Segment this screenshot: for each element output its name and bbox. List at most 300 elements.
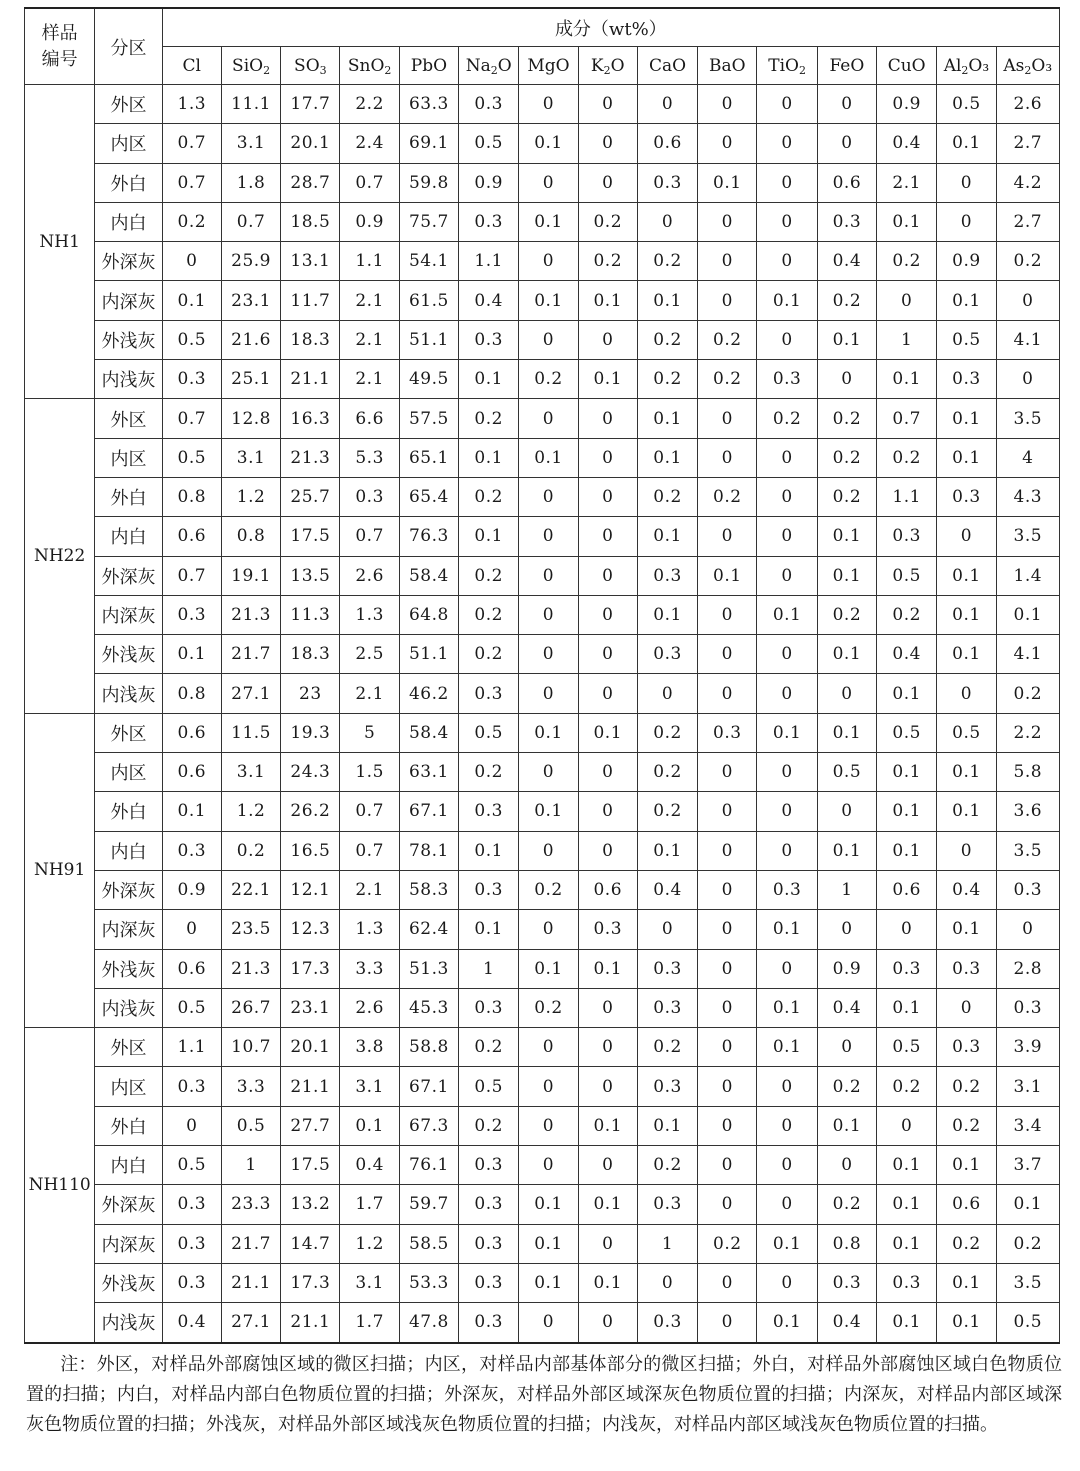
value-cell: 0 <box>698 1028 757 1067</box>
header-composition <box>162 8 1059 47</box>
value-cell: 0.1 <box>519 949 578 988</box>
value-cell: 0.3 <box>637 1185 697 1224</box>
value-cell: 0 <box>757 1185 817 1224</box>
value-cell: 0 <box>519 399 578 438</box>
value-cell: 0.1 <box>578 713 637 752</box>
zone-cell: 外白 <box>95 792 162 831</box>
value-cell: 0.5 <box>877 556 937 595</box>
component-base: K <box>590 55 604 76</box>
value-cell: 0 <box>698 1146 757 1185</box>
value-cell: 0.4 <box>817 242 876 281</box>
value-cell: 23.1 <box>281 988 340 1027</box>
value-cell: 0 <box>757 242 817 281</box>
value-cell: 0.3 <box>637 163 697 202</box>
value-cell: 1 <box>637 1224 697 1263</box>
value-cell: 0 <box>519 320 578 359</box>
value-cell: 0.4 <box>637 870 697 909</box>
value-cell: 0.1 <box>937 556 996 595</box>
value-cell: 0.2 <box>877 1067 937 1106</box>
note-text: 注：外区，对样品外部腐蚀区域的微区扫描；内区，对样品内部基体部分的微区扫描；外白，对样品外部腐蚀区域白色物质位置的扫描；内白，对样品内部白色物质位置的扫描；外深灰，对样品外部区域深灰色物质位置的扫描；内深灰，对样品内部区域深灰色物质位置的扫描；外浅灰，对样品外部区域浅灰色物质位置的扫描；内浅灰，对样品内部区域浅灰色物质位置的扫描。 <box>26 1354 1062 1435</box>
value-cell: 63.1 <box>399 753 458 792</box>
zone-cell: 内浅灰 <box>95 988 162 1027</box>
value-cell: 0.2 <box>519 870 578 909</box>
value-cell: 10.7 <box>221 1028 280 1067</box>
value-cell: 51.3 <box>399 949 458 988</box>
value-cell: 0.6 <box>937 1185 996 1224</box>
header-composition-label: 成分（wt%） <box>554 18 667 40</box>
value-cell: 0.3 <box>877 949 937 988</box>
value-cell: 0.1 <box>937 1303 996 1343</box>
value-cell: 0 <box>757 635 817 674</box>
value-cell: 0.1 <box>817 635 876 674</box>
value-cell: 0.2 <box>937 1067 996 1106</box>
table-row <box>25 242 1060 281</box>
value-cell: 0 <box>578 635 637 674</box>
value-cell: 0.3 <box>162 831 221 870</box>
value-cell: 63.3 <box>399 85 458 124</box>
value-cell: 1.4 <box>996 556 1059 595</box>
value-cell: 46.2 <box>399 674 458 713</box>
value-cell: 16.5 <box>281 831 340 870</box>
value-cell: 1 <box>817 870 876 909</box>
value-cell: 0.2 <box>578 202 637 241</box>
value-cell: 0.1 <box>162 635 221 674</box>
value-cell: 64.8 <box>399 595 458 634</box>
value-cell: 1.3 <box>162 85 221 124</box>
table-body <box>25 85 1060 1343</box>
value-cell: 3.4 <box>996 1106 1059 1145</box>
value-cell: 21.3 <box>221 595 280 634</box>
value-cell: 1 <box>221 1146 280 1185</box>
value-cell: 23.3 <box>221 1185 280 1224</box>
value-cell: 0.4 <box>817 1303 876 1343</box>
value-cell: 25.7 <box>281 477 340 516</box>
value-cell: 0 <box>637 674 697 713</box>
component-header <box>578 47 637 85</box>
value-cell: 1.3 <box>340 595 399 634</box>
value-cell: 0 <box>757 517 817 556</box>
component-header <box>996 47 1059 85</box>
value-cell: 69.1 <box>399 124 458 163</box>
value-cell: 0.2 <box>637 753 697 792</box>
value-cell: 0 <box>578 85 637 124</box>
value-cell: 0 <box>698 202 757 241</box>
value-cell: 26.2 <box>281 792 340 831</box>
value-cell: 0.1 <box>757 713 817 752</box>
value-cell: 0.3 <box>162 360 221 399</box>
value-cell: 78.1 <box>399 831 458 870</box>
value-cell: 0.3 <box>937 477 996 516</box>
value-cell: 0.5 <box>937 85 996 124</box>
value-cell: 2.8 <box>996 949 1059 988</box>
value-cell: 0 <box>162 242 221 281</box>
table-row <box>25 438 1060 477</box>
table-row <box>25 85 1060 124</box>
value-cell: 0.4 <box>877 635 937 674</box>
value-cell: 0.4 <box>877 124 937 163</box>
component-tail: O₃ <box>968 55 990 76</box>
zone-cell: 内区 <box>95 438 162 477</box>
value-cell: 19.3 <box>281 713 340 752</box>
value-cell: 0.2 <box>817 595 876 634</box>
table-row <box>25 988 1060 1027</box>
zone-cell: 内区 <box>95 124 162 163</box>
value-cell: 59.8 <box>399 163 458 202</box>
table-row <box>25 1303 1060 1343</box>
value-cell: 0.4 <box>162 1303 221 1343</box>
zone-cell: 内浅灰 <box>95 360 162 399</box>
value-cell: 0 <box>996 360 1059 399</box>
value-cell: 0 <box>578 674 637 713</box>
value-cell: 0.3 <box>459 1224 519 1263</box>
value-cell: 0 <box>519 242 578 281</box>
value-cell: 1.2 <box>221 477 280 516</box>
value-cell: 21.1 <box>281 1067 340 1106</box>
value-cell: 0.1 <box>519 792 578 831</box>
value-cell: 0.6 <box>817 163 876 202</box>
value-cell: 4.3 <box>996 477 1059 516</box>
value-cell: 0.6 <box>578 870 637 909</box>
value-cell: 0 <box>698 1185 757 1224</box>
value-cell: 0 <box>637 1263 697 1302</box>
value-cell: 0 <box>757 320 817 359</box>
value-cell: 0 <box>578 477 637 516</box>
component-subscript: 2 <box>1024 63 1032 77</box>
component-tail: O₃ <box>1031 55 1053 76</box>
value-cell: 0.5 <box>162 438 221 477</box>
value-cell: 0.2 <box>221 831 280 870</box>
value-cell: 0 <box>519 910 578 949</box>
component-base: BaO <box>709 55 746 76</box>
value-cell: 0.3 <box>459 1263 519 1302</box>
component-header <box>637 47 697 85</box>
header-zone <box>95 8 162 85</box>
value-cell: 0 <box>698 831 757 870</box>
value-cell: 0.7 <box>340 792 399 831</box>
value-cell: 62.4 <box>399 910 458 949</box>
value-cell: 0.3 <box>459 1303 519 1343</box>
value-cell: 23.1 <box>221 281 280 320</box>
zone-cell: 内深灰 <box>95 281 162 320</box>
value-cell: 0.3 <box>459 1146 519 1185</box>
value-cell: 0.2 <box>996 1224 1059 1263</box>
value-cell: 0.7 <box>221 202 280 241</box>
table-row <box>25 949 1060 988</box>
zone-cell: 内区 <box>95 1067 162 1106</box>
table-note <box>26 1350 1062 1440</box>
value-cell: 0 <box>578 1067 637 1106</box>
value-cell: 0 <box>162 1106 221 1145</box>
value-cell: 0 <box>578 792 637 831</box>
value-cell: 0.7 <box>162 124 221 163</box>
value-cell: 0.2 <box>817 438 876 477</box>
value-cell: 19.1 <box>221 556 280 595</box>
value-cell: 28.7 <box>281 163 340 202</box>
value-cell: 0 <box>698 870 757 909</box>
value-cell: 3.6 <box>996 792 1059 831</box>
value-cell: 0 <box>937 163 996 202</box>
value-cell: 1.1 <box>162 1028 221 1067</box>
value-cell: 0.3 <box>757 360 817 399</box>
table-row <box>25 1185 1060 1224</box>
header-sample-label: 样品编号 <box>41 22 78 70</box>
value-cell: 3.3 <box>340 949 399 988</box>
value-cell: 4.1 <box>996 635 1059 674</box>
value-cell: 0 <box>698 399 757 438</box>
value-cell: 0 <box>698 753 757 792</box>
zone-cell: 内浅灰 <box>95 1303 162 1343</box>
value-cell: 0.1 <box>757 1303 817 1343</box>
table-row <box>25 1067 1060 1106</box>
component-subscript: 2 <box>384 63 392 77</box>
value-cell: 3.5 <box>996 831 1059 870</box>
value-cell: 0.1 <box>817 517 876 556</box>
value-cell: 0.3 <box>459 202 519 241</box>
zone-cell: 外浅灰 <box>95 949 162 988</box>
value-cell: 13.5 <box>281 556 340 595</box>
value-cell: 0.8 <box>817 1224 876 1263</box>
sample-id-cell: NH110 <box>25 1028 95 1343</box>
value-cell: 0 <box>937 202 996 241</box>
value-cell: 5 <box>340 713 399 752</box>
value-cell: 0.9 <box>937 242 996 281</box>
value-cell: 0 <box>578 1146 637 1185</box>
value-cell: 0 <box>519 1303 578 1343</box>
zone-cell: 内深灰 <box>95 910 162 949</box>
value-cell: 0.1 <box>937 635 996 674</box>
table-row <box>25 713 1060 752</box>
component-subscript: 2 <box>798 63 806 77</box>
value-cell: 58.3 <box>399 870 458 909</box>
value-cell: 67.1 <box>399 792 458 831</box>
value-cell: 1.7 <box>340 1185 399 1224</box>
value-cell: 0.1 <box>937 1146 996 1185</box>
table-row <box>25 792 1060 831</box>
value-cell: 0.1 <box>519 281 578 320</box>
value-cell: 0.1 <box>459 438 519 477</box>
value-cell: 2.6 <box>340 556 399 595</box>
value-cell: 0 <box>698 595 757 634</box>
value-cell: 0.1 <box>877 360 937 399</box>
value-cell: 0.2 <box>459 1106 519 1145</box>
component-header <box>162 47 221 85</box>
value-cell: 0 <box>578 831 637 870</box>
value-cell: 0 <box>698 792 757 831</box>
value-cell: 0.8 <box>162 674 221 713</box>
value-cell: 0.3 <box>698 713 757 752</box>
value-cell: 53.3 <box>399 1263 458 1302</box>
value-cell: 18.3 <box>281 320 340 359</box>
value-cell: 0.2 <box>637 360 697 399</box>
value-cell: 0.9 <box>162 870 221 909</box>
component-base: SiO <box>232 55 264 76</box>
value-cell: 0.8 <box>162 477 221 516</box>
value-cell: 0.3 <box>459 320 519 359</box>
component-base: SO <box>294 55 320 76</box>
value-cell: 2.1 <box>340 320 399 359</box>
value-cell: 0.2 <box>578 242 637 281</box>
value-cell: 0.3 <box>996 870 1059 909</box>
value-cell: 0.2 <box>817 1067 876 1106</box>
value-cell: 11.3 <box>281 595 340 634</box>
value-cell: 3.8 <box>340 1028 399 1067</box>
value-cell: 0.2 <box>757 399 817 438</box>
value-cell: 0.3 <box>637 635 697 674</box>
component-subscript: 2 <box>603 63 611 77</box>
value-cell: 21.1 <box>221 1263 280 1302</box>
value-cell: 17.7 <box>281 85 340 124</box>
value-cell: 0 <box>877 281 937 320</box>
value-cell: 0.3 <box>937 949 996 988</box>
value-cell: 2.1 <box>340 674 399 713</box>
value-cell: 0.4 <box>937 870 996 909</box>
component-header <box>281 47 340 85</box>
value-cell: 0.2 <box>937 1106 996 1145</box>
value-cell: 61.5 <box>399 281 458 320</box>
value-cell: 0.1 <box>877 1185 937 1224</box>
value-cell: 0 <box>519 85 578 124</box>
value-cell: 0.2 <box>996 674 1059 713</box>
table-row <box>25 556 1060 595</box>
value-cell: 0.3 <box>578 910 637 949</box>
value-cell: 0.1 <box>519 124 578 163</box>
value-cell: 26.7 <box>221 988 280 1027</box>
value-cell: 2.7 <box>996 124 1059 163</box>
value-cell: 57.5 <box>399 399 458 438</box>
value-cell: 0.1 <box>937 910 996 949</box>
value-cell: 1.1 <box>877 477 937 516</box>
component-header-row <box>25 47 1060 85</box>
component-base: CaO <box>648 55 687 76</box>
value-cell: 1.2 <box>340 1224 399 1263</box>
value-cell: 0 <box>757 85 817 124</box>
value-cell: 0.1 <box>459 517 519 556</box>
value-cell: 0 <box>698 1106 757 1145</box>
value-cell: 0.4 <box>459 281 519 320</box>
value-cell: 54.1 <box>399 242 458 281</box>
value-cell: 0.4 <box>817 988 876 1027</box>
value-cell: 18.3 <box>281 635 340 674</box>
value-cell: 13.1 <box>281 242 340 281</box>
table-row <box>25 635 1060 674</box>
value-cell: 0.2 <box>698 320 757 359</box>
value-cell: 0 <box>578 517 637 556</box>
zone-cell: 外白 <box>95 477 162 516</box>
value-cell: 22.1 <box>221 870 280 909</box>
value-cell: 2.1 <box>340 870 399 909</box>
value-cell: 0.5 <box>937 713 996 752</box>
component-base: TiO <box>768 55 799 76</box>
value-cell: 0.2 <box>459 556 519 595</box>
sample-id-cell: NH22 <box>25 399 95 713</box>
value-cell: 0.2 <box>162 202 221 241</box>
value-cell: 2.6 <box>996 85 1059 124</box>
zone-cell: 外深灰 <box>95 242 162 281</box>
value-cell: 0.3 <box>459 1185 519 1224</box>
value-cell: 2.1 <box>340 360 399 399</box>
value-cell: 0.2 <box>698 477 757 516</box>
value-cell: 0.1 <box>996 1185 1059 1224</box>
component-base: CuO <box>887 55 926 76</box>
value-cell: 1 <box>459 949 519 988</box>
value-cell: 76.1 <box>399 1146 458 1185</box>
value-cell: 67.1 <box>399 1067 458 1106</box>
value-cell: 0.1 <box>698 556 757 595</box>
value-cell: 0.2 <box>637 477 697 516</box>
value-cell: 1.7 <box>340 1303 399 1343</box>
value-cell: 0 <box>937 988 996 1027</box>
value-cell: 0.1 <box>519 202 578 241</box>
value-cell: 12.8 <box>221 399 280 438</box>
value-cell: 0 <box>937 674 996 713</box>
zone-cell: 内区 <box>95 753 162 792</box>
value-cell: 0 <box>519 1106 578 1145</box>
value-cell: 21.7 <box>221 1224 280 1263</box>
component-header <box>757 47 817 85</box>
value-cell: 4 <box>996 438 1059 477</box>
value-cell: 0.1 <box>459 831 519 870</box>
table-row <box>25 517 1060 556</box>
value-cell: 0 <box>757 1146 817 1185</box>
value-cell: 51.1 <box>399 635 458 674</box>
zone-cell: 外深灰 <box>95 1185 162 1224</box>
value-cell: 0.3 <box>757 870 817 909</box>
value-cell: 0.5 <box>996 1303 1059 1343</box>
value-cell: 0 <box>698 438 757 477</box>
value-cell: 58.4 <box>399 556 458 595</box>
value-cell: 0.6 <box>162 713 221 752</box>
value-cell: 76.3 <box>399 517 458 556</box>
sample-id-cell: NH91 <box>25 713 95 1027</box>
table-row <box>25 595 1060 634</box>
value-cell: 0.1 <box>637 595 697 634</box>
component-tail: O <box>610 55 625 76</box>
component-header <box>698 47 757 85</box>
value-cell: 0 <box>519 517 578 556</box>
value-cell: 0.5 <box>459 1067 519 1106</box>
value-cell: 0 <box>519 1028 578 1067</box>
value-cell: 0.1 <box>637 1106 697 1145</box>
value-cell: 0 <box>757 1067 817 1106</box>
value-cell: 0.5 <box>877 1028 937 1067</box>
value-cell: 0 <box>757 124 817 163</box>
value-cell: 49.5 <box>399 360 458 399</box>
value-cell: 0.1 <box>459 910 519 949</box>
value-cell: 0 <box>757 792 817 831</box>
value-cell: 59.7 <box>399 1185 458 1224</box>
value-cell: 0.2 <box>519 988 578 1027</box>
value-cell: 0 <box>757 1263 817 1302</box>
component-header <box>519 47 578 85</box>
value-cell: 0 <box>817 792 876 831</box>
value-cell: 0.1 <box>578 281 637 320</box>
table-row <box>25 124 1060 163</box>
value-cell: 0.1 <box>877 1146 937 1185</box>
value-cell: 0.3 <box>817 1263 876 1302</box>
value-cell: 0.1 <box>757 1028 817 1067</box>
value-cell: 1.5 <box>340 753 399 792</box>
value-cell: 0 <box>996 910 1059 949</box>
component-subscript: 2 <box>263 63 271 77</box>
value-cell: 11.1 <box>221 85 280 124</box>
value-cell: 0 <box>578 438 637 477</box>
zone-cell: 外区 <box>95 713 162 752</box>
value-cell: 0.2 <box>817 399 876 438</box>
value-cell: 3.3 <box>221 1067 280 1106</box>
value-cell: 0.1 <box>519 1263 578 1302</box>
value-cell: 0.5 <box>459 713 519 752</box>
value-cell: 21.6 <box>221 320 280 359</box>
